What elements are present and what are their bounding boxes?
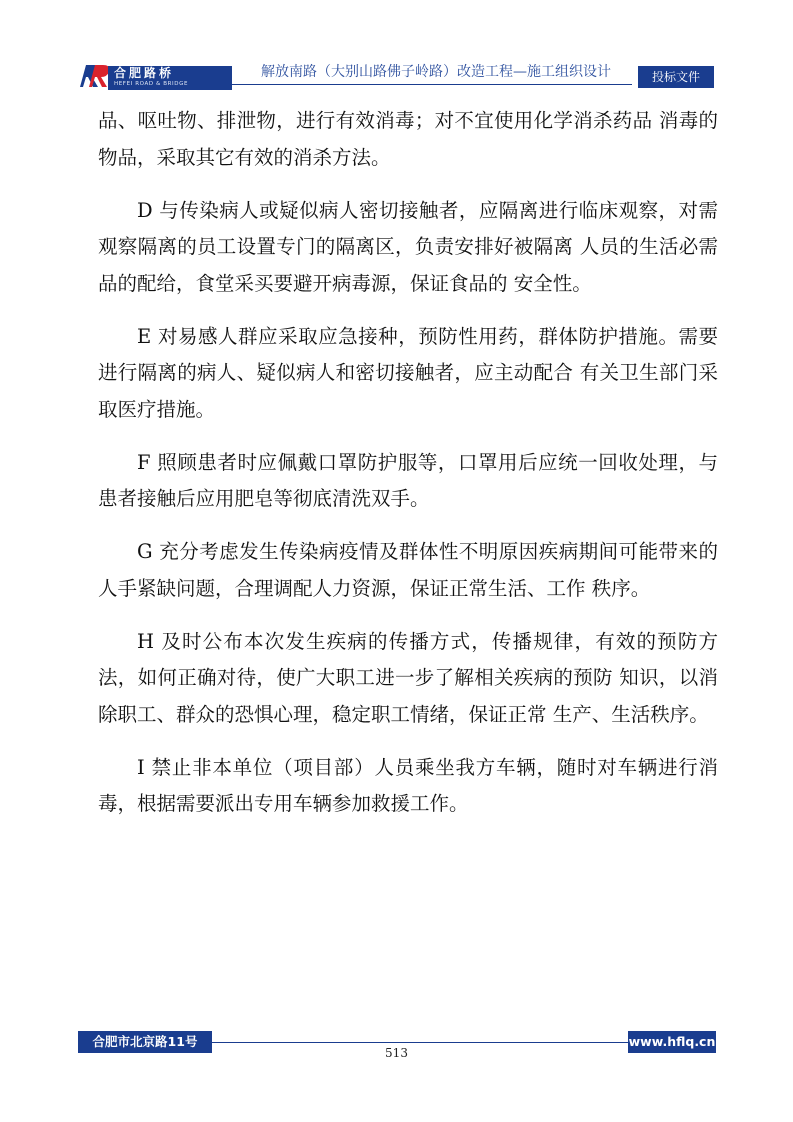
brand-badge [108, 66, 232, 90]
header-divider [232, 84, 632, 85]
paragraph-d: D 与传染病人或疑似病人密切接触者，应隔离进行临床观察，对需观察隔离的员工设置专门的隔离区，负责安排好被隔离 人员的生活必需品的配给，食堂采买要避开病毒源，保证食品的 安全性。 [98, 198, 718, 295]
paragraph-g: G 充分考虑发生传染病疫情及群体性不明原因疾病期间可能带来的人手紧缺问题，合理调配人力资源，保证正常生活、工作 秩序。 [98, 540, 718, 600]
paragraph-i: I 禁止非本单位（项目部）人员乘坐我方车辆，随时对车辆进行消毒，根据需要派出专用车辆参加救援工作。 [98, 755, 718, 815]
paragraph-f: F 照顾患者时应佩戴口罩防护服等，口罩用后应统一回收处理，与患者接触后应用肥皂等彻底清洗双手。 [98, 450, 718, 510]
document-title: 解放南路（大别山路佛子岭路）改造工程—施工组织设计 [261, 64, 611, 80]
document-type-badge: 投标文件 [638, 66, 714, 88]
footer-website: www.hflq.cn [628, 1031, 716, 1053]
page-number: 513 [385, 1046, 408, 1060]
paragraph-e: E 对易感人群应采取应急接种，预防性用药，群体防护措施。需要进行隔离的病人、疑似病人和密切接触者，应主动配合 有关卫生部门采取医疗措施。 [98, 324, 718, 421]
paragraph-h: H 及时公布本次发生疾病的传播方式，传播规律，有效的预防方法，如何正确对待，使广大职工进一步了解相关疾病的预防 知识，以消除职工、群众的恐惧心理，稳定职工情绪，保证正常 生产、生活秩序。 [98, 629, 718, 726]
hfrb-logo-icon [78, 64, 110, 88]
footer-divider [212, 1042, 630, 1043]
footer-address: 合肥市北京路11号 [78, 1031, 212, 1053]
page-header [0, 0, 793, 100]
paragraph-continued: 品、呕吐物、排泄物，进行有效消毒；对不宜使用化学消杀药品 消毒的物品，采取其它有效的消杀方法。 [98, 109, 718, 169]
brand-name: 合肥路桥 [114, 66, 175, 80]
document-body [98, 103, 718, 839]
brand-name-en: HEFEI ROAD & BRIDGE [114, 81, 189, 87]
